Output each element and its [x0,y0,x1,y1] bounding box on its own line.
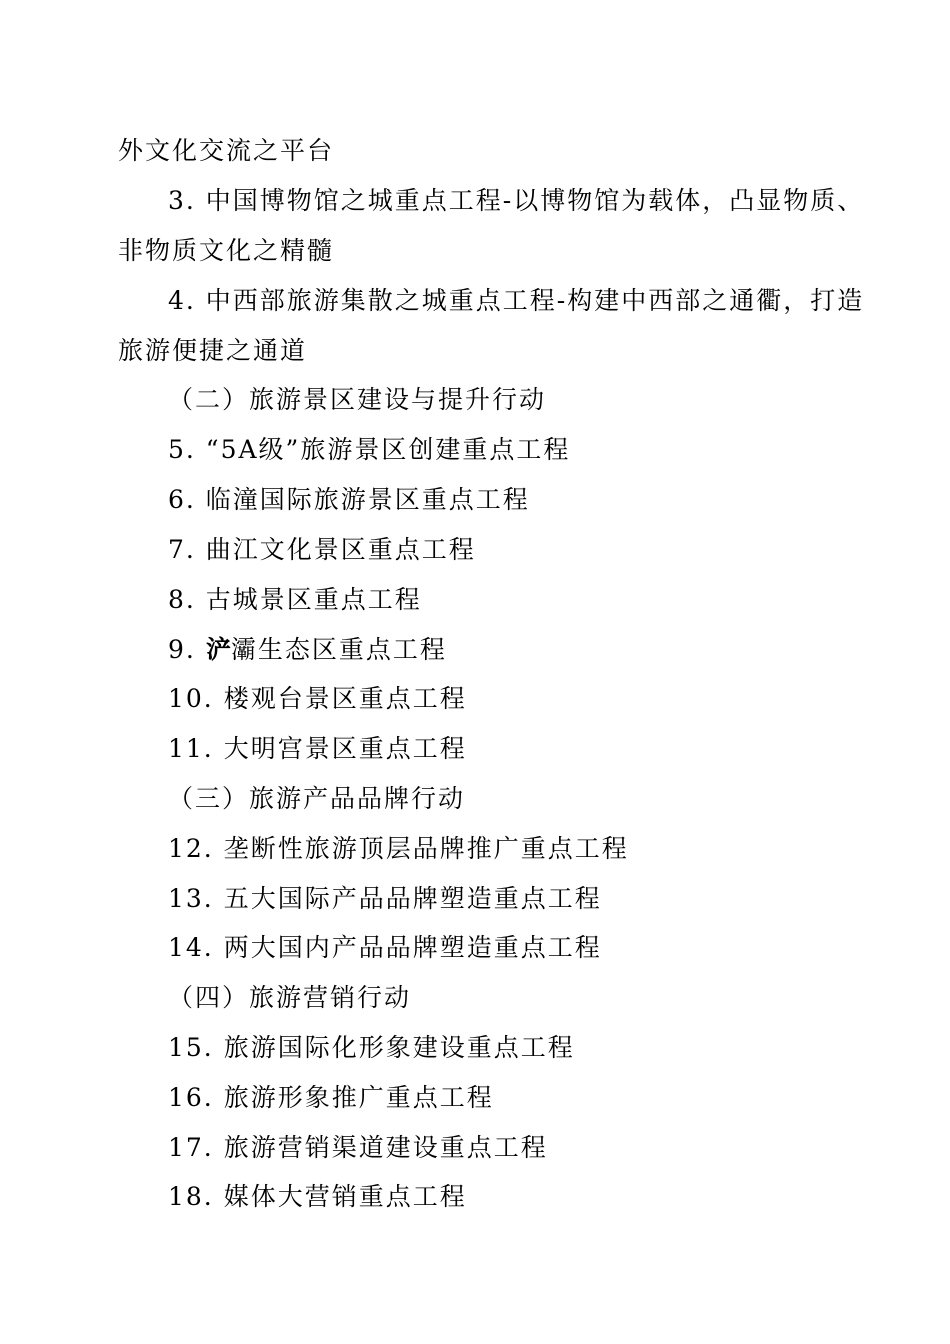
text-line: 4. 中西部旅游集散之城重点工程-构建中西部之通衢，打造 [168,286,865,315]
text-line: 旅游便捷之通道 [118,336,308,365]
text-line: 外文化交流之平台 [118,136,335,165]
list-item: 16. 旅游形象推广重点工程 [168,1083,494,1112]
list-item: 11. 大明宫景区重点工程 [168,734,467,763]
list-item: 5. “5A级”旅游景区创建重点工程 [168,435,571,464]
list-item: 14. 两大国内产品品牌塑造重点工程 [168,933,602,962]
list-item-text: 灞生态区重点工程 [230,635,447,664]
list-item-bold-char: 浐 [205,635,231,664]
list-item: 10. 楼观台景区重点工程 [168,684,467,713]
section-heading: （三）旅游产品品牌行动 [168,784,466,813]
text-line: 3. 中国博物馆之城重点工程-以博物馆为载体，凸显物质、 [168,186,865,215]
list-item [168,635,447,665]
section-heading: （四）旅游营销行动 [168,983,412,1012]
section-heading: （二）旅游景区建设与提升行动 [168,385,547,414]
list-item-number: 9. [168,635,206,664]
text-line: 非物质文化之精髓 [118,236,335,265]
list-item: 18. 媒体大营销重点工程 [168,1182,467,1211]
list-item: 8. 古城景区重点工程 [168,585,422,614]
list-item: 15. 旅游国际化形象建设重点工程 [168,1033,575,1062]
list-item: 6. 临潼国际旅游景区重点工程 [168,485,530,514]
list-item: 7. 曲江文化景区重点工程 [168,535,476,564]
list-item: 17. 旅游营销渠道建设重点工程 [168,1133,548,1162]
list-item: 12. 垄断性旅游顶层品牌推广重点工程 [168,834,629,863]
list-item: 13. 五大国际产品品牌塑造重点工程 [168,884,602,913]
